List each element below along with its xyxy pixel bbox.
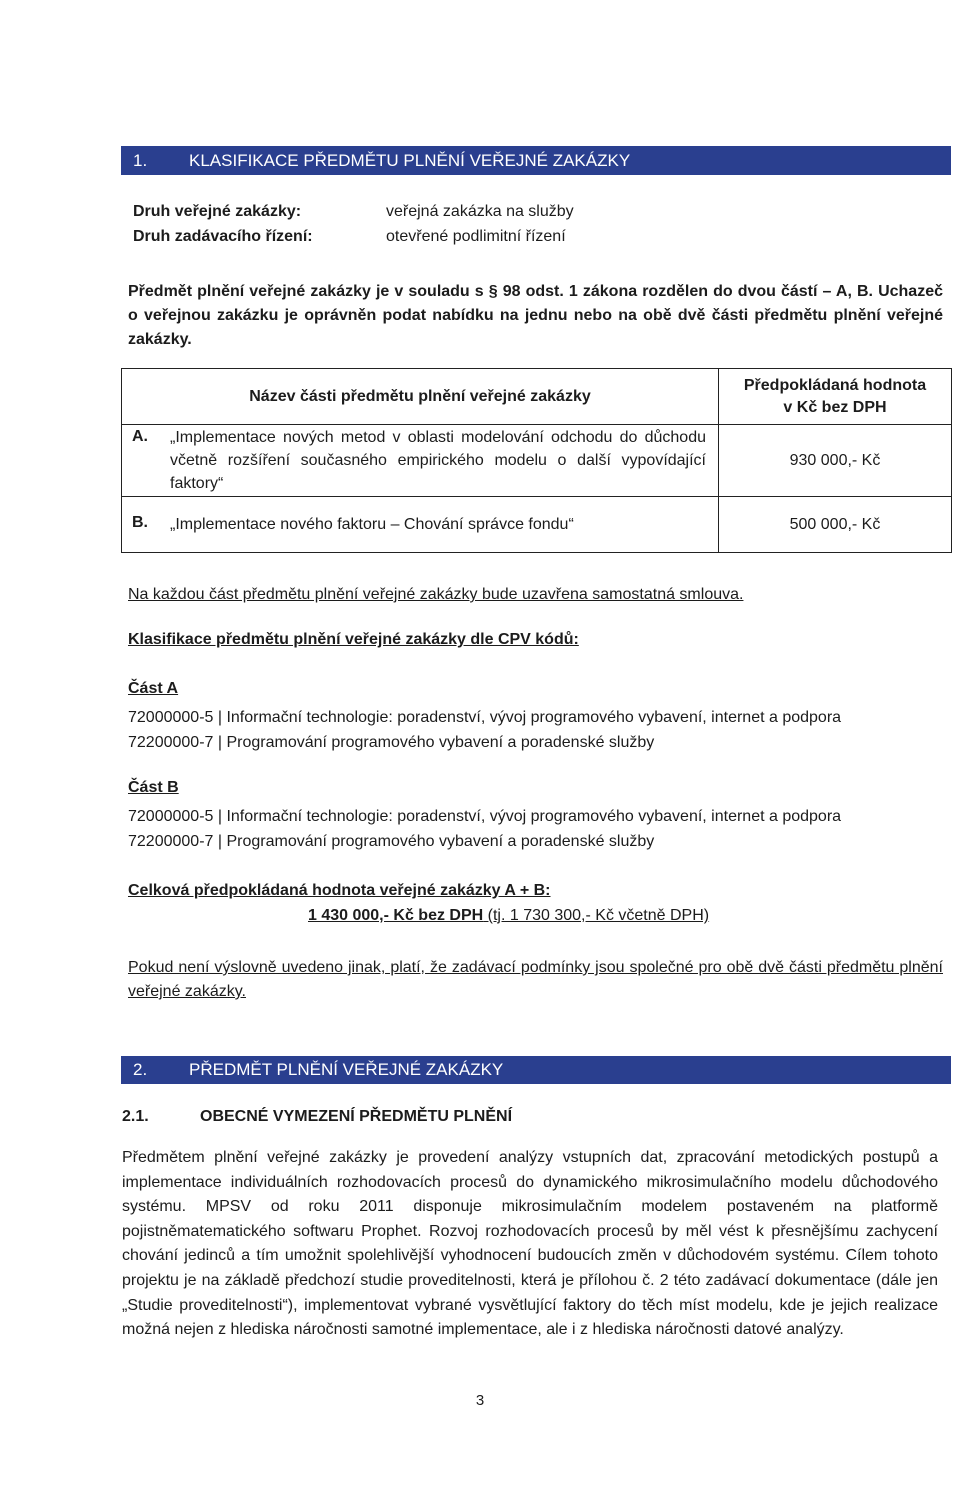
part-a-code-2: 72200000-7 | Programování programového vybavení a poradenské služby [128,734,655,751]
part-b-name: „Implementace nového faktoru – Chování správce fondu“ [170,515,574,533]
part-b-code-1: 72000000-5 | Informační technologie: poradenství, vývoj programového vybavení, internet a podpora [128,808,842,825]
page-number: 3 [475,1392,485,1409]
part-a-name: „Implementace nových metod v oblasti modelování odchodu do důchodu včetně rozšíření současného empirického modelu o další vypovídající faktory“ [170,429,706,492]
table-row [122,425,952,497]
subsection-2-1-title: OBECNÉ VYMEZENÍ PŘEDMĚTU PLNĚNÍ [200,1108,513,1125]
part-b-value: 500 000,- Kč [719,497,952,553]
part-b-cell [122,497,719,553]
cpv-heading: Klasifikace předmětu plnění veřejné zakázky dle CPV kódů: [128,631,579,648]
section-2-number: 2. [133,1060,148,1079]
section-2-title: PŘEDMĚT PLNĚNÍ VEŘEJNÉ ZAKÁZKY [189,1060,504,1079]
info-label-1: Druh veřejné zakázky: [133,203,302,220]
part-a-cell [122,425,719,497]
subsection-2-1-body: Předmětem plnění veřejné zakázky je provedení analýzy vstupních dat, zpracování metodických postupů a implementace individuálních rozhodovacích procesů do dynamického mikrosimulačního modelu důchodového systému. MPSV od roku 2011 disponuje mikrosimulačním modelem postaveném na platformě pojistněmatematického softwaru Prophet. Rozvoj rozhodovacích procesů by měl vést k přesnějšímu zachycení chování jedinců a tím umožnit spolehlivější vyhodnocení budoucích změn v důchodovém systému. Cílem tohoto projektu je na základě předchozí studie proveditelnosti, která je přílohou č. 2 této zadávací dokumentace (dále jen „Studie proveditelnosti“), implementovat vybrané vysvětlující faktory do těch míst modelu, kde je jejich realizace možná nejen z hlediska náročnosti samotné implementace, ale i z hlediska náročnosti datové analýzy. [122,1149,938,1339]
part-a-title: Část A [128,680,179,697]
table-header-value-line2: v Kč bez DPH [783,398,887,416]
intro-paragraph: Předmět plnění veřejné zakázky je v souladu s § 98 odst. 1 zákona rozdělen do dvou částí – A, B. Uchazeč o veřejnou zakázku je oprávněn podat nabídku na jednu nebo na obě dvě části předmětu plnění veřejné zakázky. [128,283,943,348]
section-2-header [121,1056,951,1084]
section-1-number: 1. [133,150,148,170]
conditions-note: Pokud není výslovně uvedeno jinak, platí, že zadávací podmínky jsou společné pro obě dvě části předmětu plnění veřejné zakázky. [128,959,943,1000]
total-value-bold: 1 430 000,- Kč bez DPH [308,907,484,924]
section-1-header [121,146,951,175]
table-header-value [719,369,952,425]
contract-note: Na každou část předmětu plnění veřejné zakázky bude uzavřena samostatná smlouva. [128,586,744,603]
part-b-letter: B. [132,514,148,531]
subsection-2-1-heading [122,1108,512,1126]
parts-table [121,368,952,553]
part-b-title: Část B [128,779,179,796]
total-value-line [308,907,709,925]
part-b-code-2: 72200000-7 | Programování programového vybavení a poradenské služby [128,833,655,850]
part-a-value: 930 000,- Kč [719,425,952,497]
total-value-rest: (tj. 1 730 300,- Kč včetně DPH) [483,907,710,924]
section-1-title: KLASIFIKACE PŘEDMĚTU PLNĚNÍ VEŘEJNÉ ZAKÁZKY [189,150,631,170]
info-label-2: Druh zadávacího řízení: [133,228,313,245]
info-value-2: otevřené podlimitní řízení [386,228,566,245]
total-heading: Celková předpokládaná hodnota veřejné zakázky A + B: [128,882,551,899]
table-header-name: Název části předmětu plnění veřejné zakázky [122,369,719,425]
info-value-1: veřejná zakázka na služby [386,203,574,220]
part-a-code-1: 72000000-5 | Informační technologie: poradenství, vývoj programového vybavení, internet a podpora [128,709,842,726]
table-header-value-line1: Předpokládaná hodnota [743,376,927,394]
part-a-letter: A. [132,428,148,445]
subsection-2-1-number: 2.1. [122,1108,149,1125]
table-row [122,497,952,553]
